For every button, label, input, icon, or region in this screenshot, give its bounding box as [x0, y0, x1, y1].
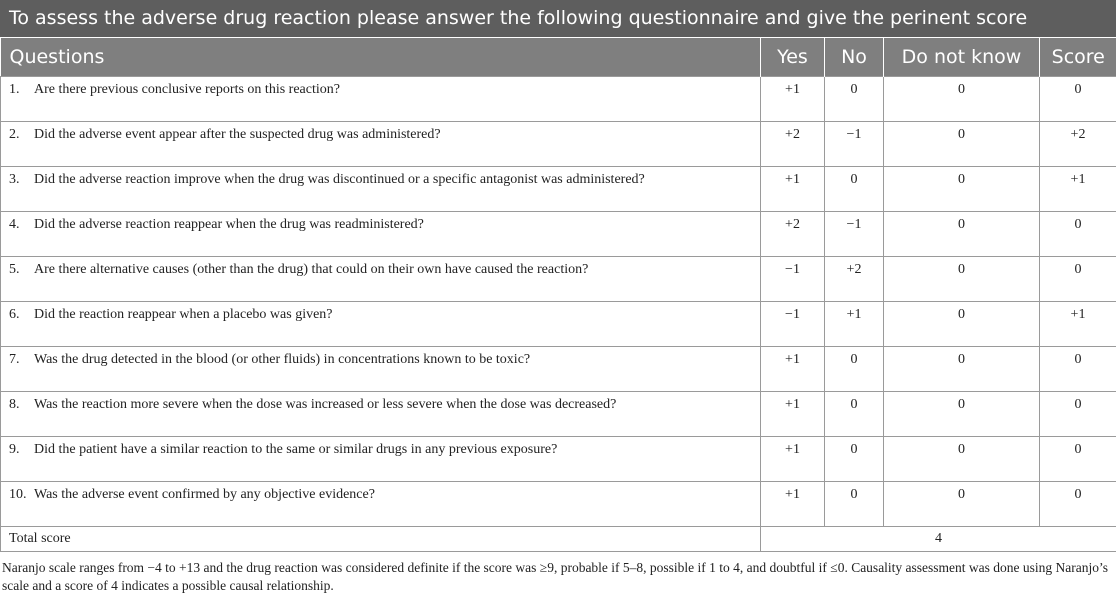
- score-value: 0: [1040, 257, 1116, 302]
- header-no: No: [825, 38, 884, 77]
- table-title: To assess the adverse drug reaction please answer the following questionnaire and give the perinent score: [0, 0, 1116, 37]
- yes-value: +2: [761, 212, 825, 257]
- question-text: Did the reaction reappear when a placebo was given?: [34, 307, 333, 322]
- score-value: 0: [1040, 347, 1116, 392]
- yes-value: +2: [761, 122, 825, 167]
- table-row: [1, 482, 1116, 527]
- table-body: [1, 77, 1116, 527]
- question-text: Was the adverse event confirmed by any objective evidence?: [34, 487, 375, 502]
- no-value: 0: [825, 167, 884, 212]
- score-value: +2: [1040, 122, 1116, 167]
- table-row: [1, 212, 1116, 257]
- score-value: 0: [1040, 392, 1116, 437]
- do-not-know-value: 0: [884, 482, 1040, 527]
- question-cell: [1, 257, 761, 302]
- do-not-know-value: 0: [884, 302, 1040, 347]
- score-value: 0: [1040, 77, 1116, 122]
- total-row: [1, 527, 1116, 552]
- table-row: [1, 167, 1116, 212]
- questionnaire-table: [0, 37, 1116, 552]
- no-value: 0: [825, 437, 884, 482]
- yes-value: +1: [761, 437, 825, 482]
- do-not-know-value: 0: [884, 392, 1040, 437]
- question-number: 7.: [9, 352, 20, 367]
- score-value: +1: [1040, 302, 1116, 347]
- do-not-know-value: 0: [884, 437, 1040, 482]
- no-value: 0: [825, 77, 884, 122]
- question-cell: [1, 482, 761, 527]
- score-value: 0: [1040, 437, 1116, 482]
- question-cell: [1, 302, 761, 347]
- header-yes: Yes: [761, 38, 825, 77]
- do-not-know-value: 0: [884, 77, 1040, 122]
- table-row: [1, 392, 1116, 437]
- question-number: 8.: [9, 397, 20, 412]
- question-number: 5.: [9, 262, 20, 277]
- yes-value: +1: [761, 392, 825, 437]
- question-cell: [1, 212, 761, 257]
- total-value: 4: [761, 527, 1116, 552]
- question-text: Was the drug detected in the blood (or other fluids) in concentrations known to be toxic?: [34, 352, 531, 367]
- no-value: 0: [825, 392, 884, 437]
- header-score: Score: [1040, 38, 1116, 77]
- question-cell: [1, 347, 761, 392]
- header-questions: Questions: [1, 38, 761, 77]
- no-value: −1: [825, 122, 884, 167]
- do-not-know-value: 0: [884, 122, 1040, 167]
- question-text: Was the reaction more severe when the dose was increased or less severe when the dose was decreased?: [34, 397, 617, 412]
- question-number: 4.: [9, 217, 20, 232]
- question-number: 10.: [9, 487, 27, 502]
- no-value: −1: [825, 212, 884, 257]
- no-value: +2: [825, 257, 884, 302]
- question-cell: [1, 167, 761, 212]
- score-value: 0: [1040, 212, 1116, 257]
- do-not-know-value: 0: [884, 257, 1040, 302]
- score-value: +1: [1040, 167, 1116, 212]
- question-text: Are there previous conclusive reports on this reaction?: [34, 82, 340, 97]
- footnote: Naranjo scale ranges from −4 to +13 and the drug reaction was considered definite if the score was ≥9, probable if 5–8, possible if 1 to 4, and doubtful if ≤0. Causality assessment was done using Naranjo’s scale and a score of 4 indicates a possible causal relationship.: [2, 560, 1109, 593]
- question-cell: [1, 437, 761, 482]
- yes-value: +1: [761, 482, 825, 527]
- question-number: 2.: [9, 127, 20, 142]
- do-not-know-value: 0: [884, 167, 1040, 212]
- header-row: [1, 38, 1116, 77]
- question-cell: [1, 77, 761, 122]
- question-number: 1.: [9, 82, 20, 97]
- table-row: [1, 77, 1116, 122]
- table-row: [1, 257, 1116, 302]
- question-cell: [1, 122, 761, 167]
- yes-value: −1: [761, 302, 825, 347]
- question-text: Did the adverse event appear after the suspected drug was administered?: [34, 127, 441, 142]
- table-row: [1, 122, 1116, 167]
- header-do-not-know: Do not know: [884, 38, 1040, 77]
- yes-value: +1: [761, 347, 825, 392]
- question-number: 6.: [9, 307, 20, 322]
- score-value: 0: [1040, 482, 1116, 527]
- no-value: 0: [825, 482, 884, 527]
- yes-value: +1: [761, 77, 825, 122]
- yes-value: +1: [761, 167, 825, 212]
- do-not-know-value: 0: [884, 347, 1040, 392]
- table-row: [1, 437, 1116, 482]
- do-not-know-value: 0: [884, 212, 1040, 257]
- question-cell: [1, 392, 761, 437]
- table-row: [1, 347, 1116, 392]
- question-text: Did the adverse reaction improve when the drug was discontinued or a specific antagonist was administered?: [34, 172, 645, 187]
- yes-value: −1: [761, 257, 825, 302]
- question-text: Are there alternative causes (other than the drug) that could on their own have caused the reaction?: [34, 262, 589, 277]
- question-number: 9.: [9, 442, 20, 457]
- table-row: [1, 302, 1116, 347]
- question-text: Did the adverse reaction reappear when the drug was readministered?: [34, 217, 424, 232]
- question-number: 3.: [9, 172, 20, 187]
- no-value: +1: [825, 302, 884, 347]
- no-value: 0: [825, 347, 884, 392]
- question-text: Did the patient have a similar reaction to the same or similar drugs in any previous exposure?: [34, 442, 558, 457]
- total-label: Total score: [1, 527, 761, 552]
